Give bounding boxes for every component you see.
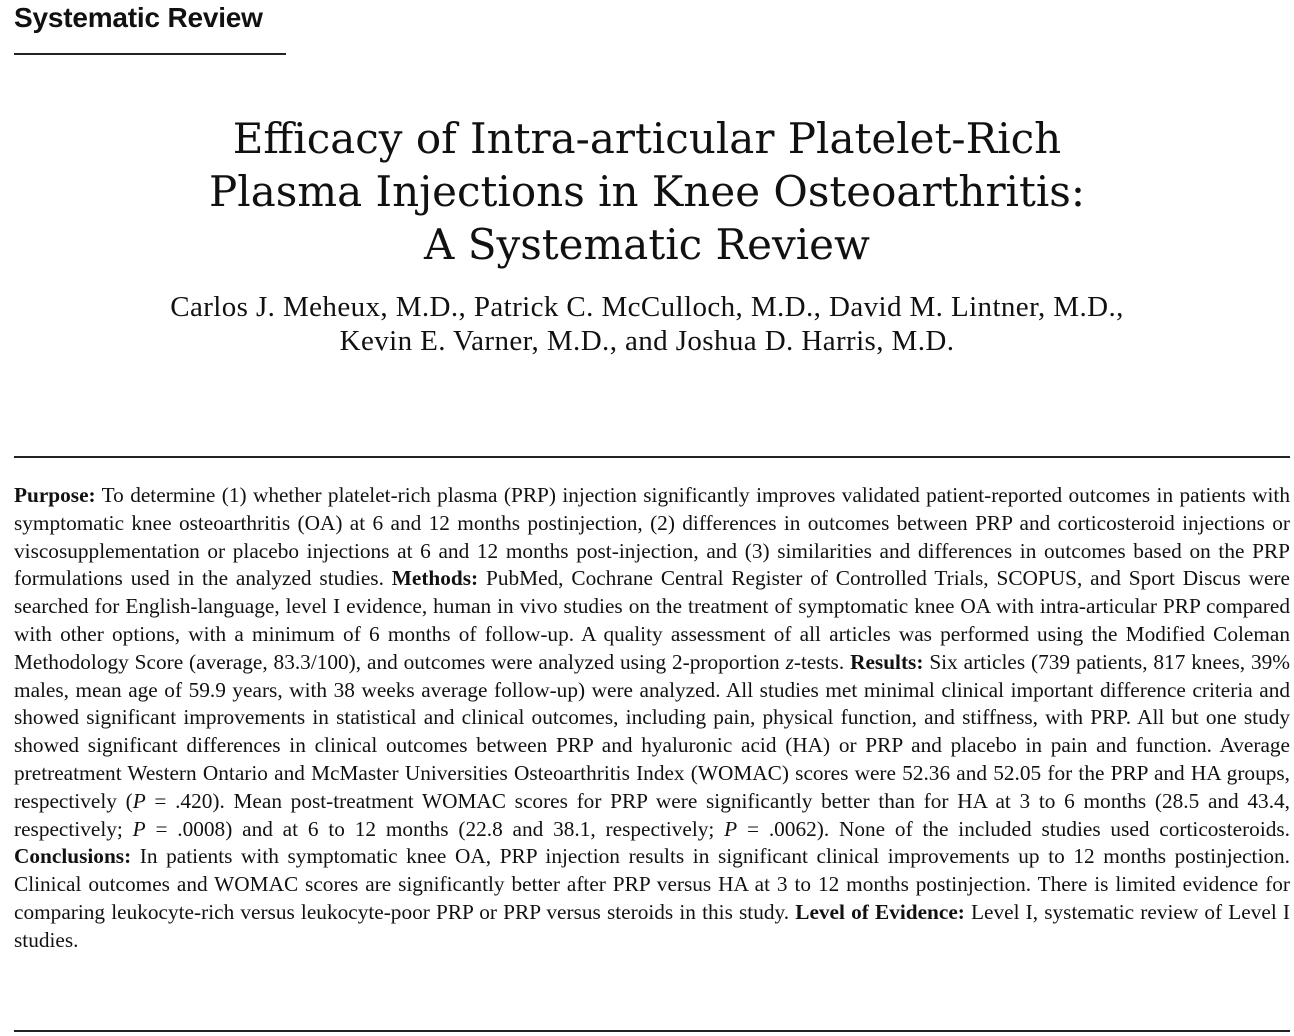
level-of-evidence-text: Level I, systematic review of Level I studies. bbox=[14, 899, 1290, 952]
conclusions-text: In patients with symptomatic knee OA, PRP injection results in significant clinical improvements up to 12 months postinjection. Clinical outcomes and WOMAC scores are significantly better after PRP versus HA at 3 to 12 months postinjection. There is limited evidence for comparing leukocyte-rich versus leukocyte-poor PRP or PRP versus steroids in this study. bbox=[14, 844, 1290, 924]
purpose-label: Purpose: bbox=[14, 483, 96, 507]
author-list bbox=[0, 290, 1294, 358]
results-label: Results: bbox=[850, 649, 924, 674]
author-line-1: Carlos J. Meheux, M.D., Patrick C. McCulloch, M.D., David M. Lintner, M.D., bbox=[170, 291, 1124, 323]
article-title bbox=[0, 112, 1294, 271]
results-text-4: = .0062). None of the included studies used corticosteroids. bbox=[737, 816, 1290, 841]
section-underline bbox=[14, 53, 286, 55]
abstract-top-rule bbox=[14, 456, 1290, 458]
title-line-3: A Systematic Review bbox=[424, 220, 870, 269]
title-line-2: Plasma Injections in Knee Osteoarthritis: bbox=[209, 167, 1085, 216]
methods-text: PubMed, Cochrane Central Register of Controlled Trials, SCOPUS, and Sport Discus were searched for English-language, level I evidence, human in vivo studies on the treatment of symptomatic knee OA with intra-articular PRP compared with other options, with a minimum of 6 months of follow-up. A quality assessment of all articles was performed using the Modified Coleman Methodology Score (average, 83.3/100), and outcomes were analyzed using 2-proportion bbox=[14, 566, 1290, 674]
p-symbol-1: P bbox=[132, 788, 146, 813]
level-of-evidence-label: Level of Evidence: bbox=[795, 899, 965, 924]
purpose-text: To determine (1) whether platelet-rich plasma (PRP) injection significantly improves validated patient-reported outcomes in patients with symptomatic knee osteoarthritis (OA) at 6 and 12 months postinjection, (2) differences in outcomes between PRP and corticosteroid injections or viscosupplementation or placebo injections at 6 and 12 months post-injection, and (3) similarities and differences in outcomes based on the PRP formulations used in the analyzed studies. bbox=[14, 483, 1290, 591]
p-symbol-2: P bbox=[132, 816, 146, 841]
conclusions-label: Conclusions: bbox=[14, 844, 132, 869]
section-label: Systematic Review bbox=[14, 2, 263, 33]
results-text-2: = .420). Mean post-treatment WOMAC scores for PRP were significantly better than for HA at 3 to 6 months (28.5 and 43.4, respectively; bbox=[14, 788, 1290, 841]
methods-text-end: -tests. bbox=[793, 649, 851, 674]
p-symbol-3: P bbox=[724, 816, 738, 841]
abstract bbox=[14, 482, 1290, 955]
methods-label: Methods: bbox=[391, 566, 479, 591]
results-text-3: = .0008) and at 6 to 12 months (22.8 and 38.1, respectively; bbox=[145, 816, 725, 841]
methods-z-symbol: z bbox=[785, 649, 794, 674]
author-line-2: Kevin E. Varner, M.D., and Joshua D. Harris, M.D. bbox=[339, 325, 955, 357]
results-text-1: Six articles (739 patients, 817 knees, 39% males, mean age of 59.9 years, with 38 weeks average follow-up) were analyzed. All studies met minimal clinical important difference criteria and showed significant improvements in statistical and clinical outcomes, including pain, physical function, and stiffness, with PRP. All but one study showed significant differences in clinical outcomes between PRP and hyaluronic acid (HA) or PRP and placebo in pain and function. Average pretreatment Western Ontario and McMaster Universities Osteoarthritis Index (WOMAC) scores were 52.36 and 52.05 for the PRP and HA groups, respectively ( bbox=[14, 649, 1290, 813]
abstract-bottom-rule bbox=[14, 1030, 1290, 1032]
title-line-1: Efficacy of Intra-articular Platelet-Rich bbox=[232, 114, 1062, 163]
